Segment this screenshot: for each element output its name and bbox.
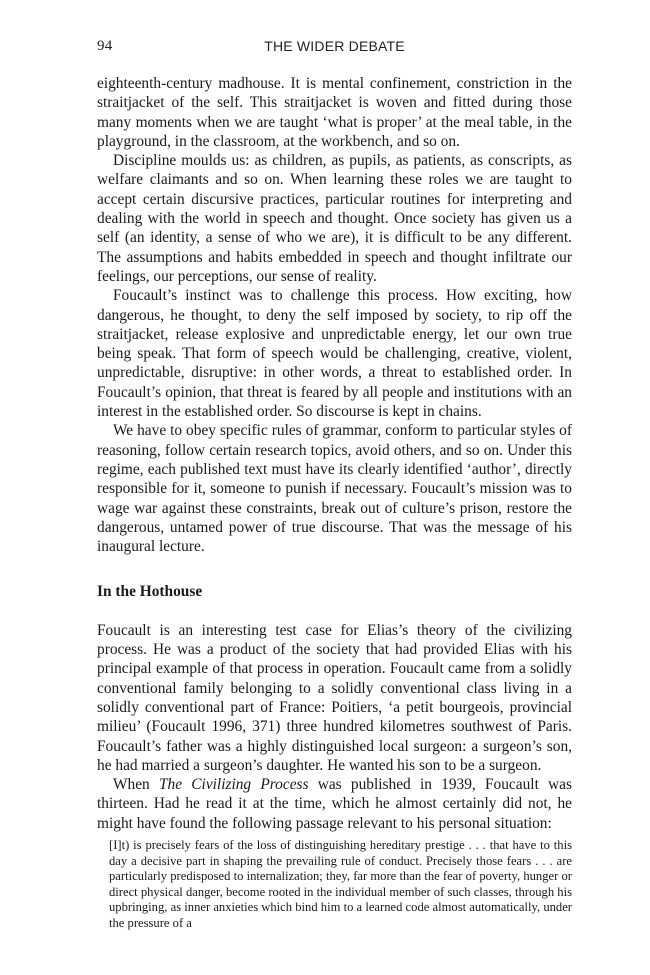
text-run: When bbox=[113, 776, 159, 794]
running-title: THE WIDER DEBATE bbox=[264, 38, 405, 54]
block-quote: [I]t) is precisely fears of the loss of distinguishing hereditary prestige . . . that have to this day a decisive part in shaping the prevailing rule of conduct. Precisely those fears . . . are particularly predisposed to internalization; they, far more than the fear of poverty, hunger or direct physical danger, become rooted in the individual member of such classes, through his upbringing, as inner anxieties which bind him to a learned code almost automatically, under the pressure of a bbox=[109, 837, 572, 930]
paragraph: We have to obey specific rules of grammar, conform to particular styles of reasoning, follow certain research topics, avoid others, and so on. Under this regime, each published text must have its clearly identified ‘author’, directly responsible for it, someone to punish if necessary. Foucault’s mission was to wage war against these constraints, break out of culture’s prison, restore the dangerous, untamed power of true discourse. That was the message of his inaugural lecture. bbox=[97, 422, 572, 556]
body-text bbox=[97, 74, 572, 932]
paragraph: eighteenth-century madhouse. It is mental confinement, constriction in the straitjacket of the self. This straitjacket is woven and fitted during those many moments when we are taught ‘what is proper’ at the meal table, in the playground, in the classroom, at the workbench, and so on. bbox=[97, 75, 572, 150]
section-heading: In the Hothouse bbox=[97, 583, 203, 601]
running-header bbox=[97, 38, 572, 58]
paragraph: Foucault’s instinct was to challenge this process. How exciting, how dangerous, he thought, to deny the self imposed by society, to rip off the straitjacket, release explosive and unpredictable energy, let our own true being speak. That form of speech would be challenging, creative, violent, unpredictable, disruptive: in other words, a threat to established order. In Foucault’s opinion, that threat is feared by all people and institutions with an interest in the established order. So discourse is kept in chains. bbox=[97, 287, 572, 421]
text-run: was published in 1939, Foucault was thirteen. Had he read it at the time, which he almost certainly did not, he might have found the following passage relevant to his personal situation: bbox=[97, 776, 572, 832]
paragraph bbox=[97, 775, 572, 833]
page-number: 94 bbox=[97, 38, 113, 54]
paragraph: Foucault is an interesting test case for Elias’s theory of the civilizing process. He was a product of the society that had provided Elias with his principal example of that process in operation. Foucault came from a solidly conventional family belonging to a solidly conventional class living in a solidly conventional part of France: Poitiers, ‘a petit bourgeois, provincial milieu’ (Foucault 1996, 371) three hundred kilometres southwest of Paris. Foucault’s father was a highly distinguished local surgeon: a surgeon’s son, he had married a surgeon’s daughter. He wanted his son to be a surgeon. bbox=[97, 621, 572, 774]
paragraph: Discipline moulds us: as children, as pupils, as patients, as conscripts, as welfare claimants and so on. When learning these roles we are taught to accept certain discursive practices, particular routines for interpreting and dealing with the world in speech and thought. Once society has given us a self (an identity, a sense of who we are), it is difficult to be any different. The assumptions and habits embedded in speech and thought infiltrate our feelings, our perceptions, our sense of reality. bbox=[97, 152, 572, 285]
book-page bbox=[97, 38, 572, 932]
book-title: The Civilizing Process bbox=[158, 776, 309, 794]
